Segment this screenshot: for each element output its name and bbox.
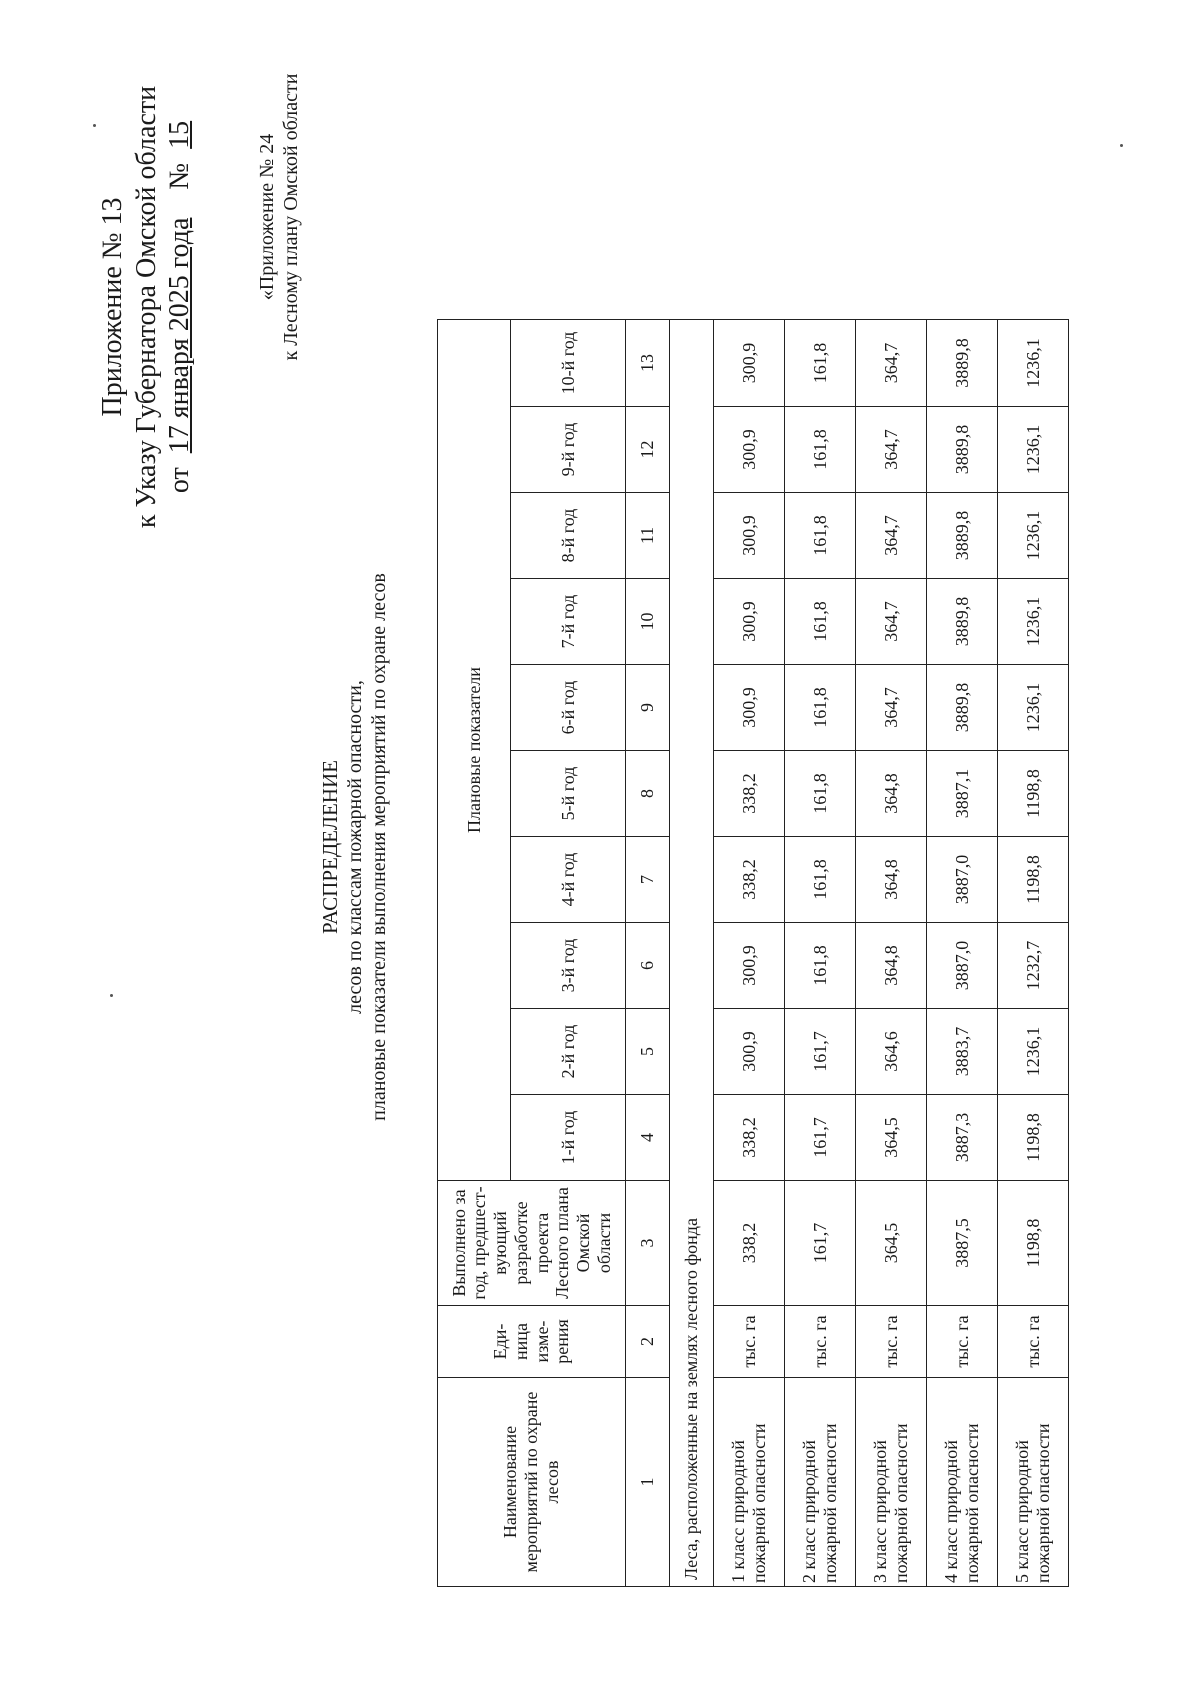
column-number: 12 xyxy=(626,407,670,493)
row-name: 1 класс природной пожарной опасности xyxy=(714,1378,785,1587)
year-header: 1-й год xyxy=(511,1095,626,1181)
year-value: 364,7 xyxy=(856,320,927,407)
title-sub1: лесов по классам пожарной опасности, xyxy=(344,680,367,1014)
document-title xyxy=(318,397,391,1297)
year-value: 3889,8 xyxy=(927,407,998,493)
section-row xyxy=(670,320,714,1587)
year-value: 3887,3 xyxy=(927,1095,998,1181)
year-value: 161,8 xyxy=(785,407,856,493)
year-value: 364,8 xyxy=(856,923,927,1009)
year-value: 3889,8 xyxy=(927,665,998,751)
year-value: 338,2 xyxy=(714,837,785,923)
year-header: 2-й год xyxy=(511,1009,626,1095)
year-value: 3889,8 xyxy=(927,493,998,579)
year-value: 161,8 xyxy=(785,665,856,751)
year-value: 1236,1 xyxy=(998,665,1069,751)
table-row xyxy=(998,320,1069,1587)
year-value: 300,9 xyxy=(714,579,785,665)
year-value: 1198,8 xyxy=(998,837,1069,923)
row-done: 1198,8 xyxy=(998,1181,1069,1306)
year-value: 3883,7 xyxy=(927,1009,998,1095)
year-value: 364,8 xyxy=(856,751,927,837)
decree-date-line xyxy=(163,47,197,567)
year-value: 300,9 xyxy=(714,665,785,751)
col2-header: Еди-ница изме-рения xyxy=(438,1306,626,1378)
row-unit: тыс. га xyxy=(927,1306,998,1378)
row-done: 3887,5 xyxy=(927,1181,998,1306)
row-unit: тыс. га xyxy=(998,1306,1069,1378)
column-number: 1 xyxy=(626,1378,670,1587)
year-value: 161,8 xyxy=(785,751,856,837)
decree-number: 15 xyxy=(164,120,196,149)
year-value: 1236,1 xyxy=(998,407,1069,493)
year-header: 10-й год xyxy=(511,320,626,407)
year-value: 161,7 xyxy=(785,1095,856,1181)
year-value: 1236,1 xyxy=(998,493,1069,579)
scan-speck xyxy=(93,124,96,127)
year-value: 3887,0 xyxy=(927,837,998,923)
year-header: 9-й год xyxy=(511,407,626,493)
row-name: 4 класс природной пожарной опасности xyxy=(927,1378,998,1587)
year-value: 1232,7 xyxy=(998,923,1069,1009)
row-unit: тыс. га xyxy=(714,1306,785,1378)
year-header: 3-й год xyxy=(511,923,626,1009)
column-number: 9 xyxy=(626,665,670,751)
row-done: 338,2 xyxy=(714,1181,785,1306)
col1-header: Наименование мероприятий по охране лесов xyxy=(438,1378,626,1587)
year-header: 6-й год xyxy=(511,665,626,751)
previous-appendix-reference xyxy=(255,27,303,407)
row-unit: тыс. га xyxy=(785,1306,856,1378)
year-value: 161,8 xyxy=(785,837,856,923)
appendix-decree: к Указу Губернатора Омской области xyxy=(130,85,162,529)
appendix-number: Приложение № 13 xyxy=(97,197,128,417)
title-main: РАСПРЕДЕЛЕНИЕ xyxy=(318,760,342,934)
number-prefix: № xyxy=(164,162,196,190)
scan-speck xyxy=(1120,144,1123,147)
row-unit: тыс. га xyxy=(856,1306,927,1378)
year-value: 364,7 xyxy=(856,579,927,665)
plan-header: Плановые показатели xyxy=(438,320,511,1181)
year-value: 1198,8 xyxy=(998,1095,1069,1181)
table-row xyxy=(714,320,785,1587)
year-value: 364,6 xyxy=(856,1009,927,1095)
column-number: 3 xyxy=(626,1181,670,1306)
year-value: 161,8 xyxy=(785,923,856,1009)
row-name: 2 класс природной пожарной опасности xyxy=(785,1378,856,1587)
row-name: 5 класс природной пожарной опасности xyxy=(998,1378,1069,1587)
year-value: 3887,0 xyxy=(927,923,998,1009)
scan-speck xyxy=(110,994,113,997)
appendix-header xyxy=(96,47,197,567)
row-done: 161,7 xyxy=(785,1181,856,1306)
column-number: 5 xyxy=(626,1009,670,1095)
year-header: 4-й год xyxy=(511,837,626,923)
year-value: 364,8 xyxy=(856,837,927,923)
column-number: 10 xyxy=(626,579,670,665)
year-value: 338,2 xyxy=(714,1095,785,1181)
column-number: 11 xyxy=(626,493,670,579)
year-value: 3887,1 xyxy=(927,751,998,837)
year-value: 364,7 xyxy=(856,493,927,579)
year-value: 300,9 xyxy=(714,493,785,579)
year-header: 5-й год xyxy=(511,751,626,837)
fire-danger-table xyxy=(437,319,1069,1587)
section-label: Леса, расположенные на землях лесного фонда xyxy=(670,320,714,1587)
header-row-numbers xyxy=(626,320,670,1587)
column-number: 7 xyxy=(626,837,670,923)
row-done: 364,5 xyxy=(856,1181,927,1306)
year-value: 161,8 xyxy=(785,579,856,665)
year-value: 338,2 xyxy=(714,751,785,837)
year-value: 300,9 xyxy=(714,1009,785,1095)
prev-appendix-number: «Приложение № 24 xyxy=(256,133,278,301)
year-value: 161,8 xyxy=(785,493,856,579)
year-header: 8-й год xyxy=(511,493,626,579)
date-prefix: от xyxy=(164,467,196,494)
prev-appendix-plan: к Лесному плану Омской области xyxy=(280,73,302,361)
column-number: 4 xyxy=(626,1095,670,1181)
title-sub2: плановые показатели выполнения мероприятий по охране лесов xyxy=(368,573,391,1121)
year-value: 300,9 xyxy=(714,923,785,1009)
year-value: 364,7 xyxy=(856,407,927,493)
decree-date: 17 января 2025 года xyxy=(164,217,196,454)
year-value: 161,8 xyxy=(785,320,856,407)
year-value: 364,7 xyxy=(856,665,927,751)
column-number: 6 xyxy=(626,923,670,1009)
table-row xyxy=(927,320,998,1587)
col3-header: Выполнено за год, предшест-вующий разработке проекта Лесного плана Омской области xyxy=(438,1181,626,1306)
column-number: 13 xyxy=(626,320,670,407)
year-value: 1236,1 xyxy=(998,320,1069,407)
header-row-1 xyxy=(438,320,511,1587)
table-row xyxy=(856,320,927,1587)
year-value: 3889,8 xyxy=(927,579,998,665)
year-value: 1236,1 xyxy=(998,579,1069,665)
year-value: 161,7 xyxy=(785,1009,856,1095)
year-value: 364,5 xyxy=(856,1095,927,1181)
year-value: 1236,1 xyxy=(998,1009,1069,1095)
column-number: 2 xyxy=(626,1306,670,1378)
row-name: 3 класс природной пожарной опасности xyxy=(856,1378,927,1587)
year-value: 3889,8 xyxy=(927,320,998,407)
year-value: 300,9 xyxy=(714,407,785,493)
year-value: 1198,8 xyxy=(998,751,1069,837)
table-row xyxy=(785,320,856,1587)
year-value: 300,9 xyxy=(714,320,785,407)
year-header: 7-й год xyxy=(511,579,626,665)
column-number: 8 xyxy=(626,751,670,837)
